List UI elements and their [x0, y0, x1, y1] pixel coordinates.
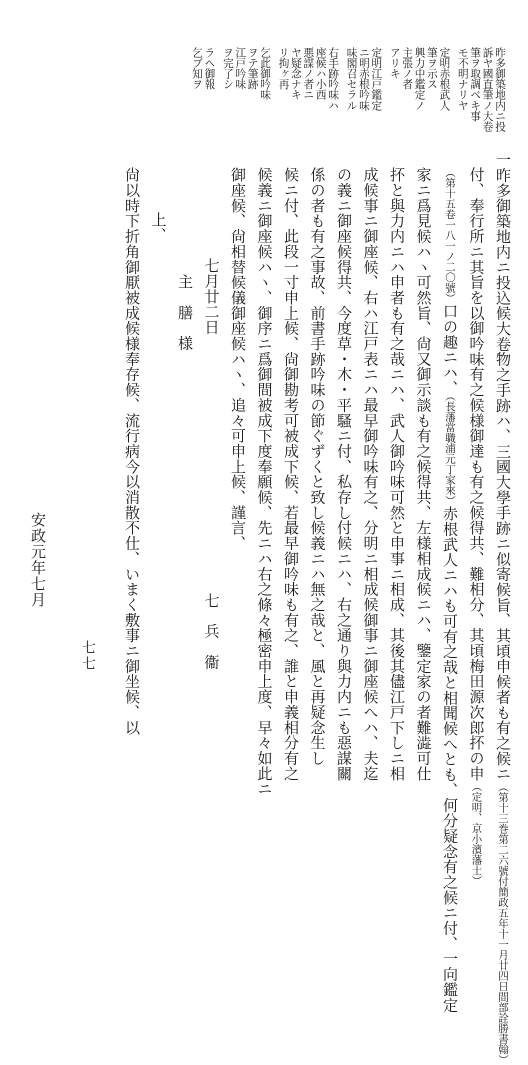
- headnote-col: 悪謀ノ者ニ: [302, 47, 315, 100]
- inline-annotation: （第十三巻第二六號付簡政五年十一月廿四日間部詮勝書翰）: [497, 781, 509, 1065]
- inline-annotation: （第十五卷一八一ノ二〇號）: [444, 167, 456, 304]
- inline-annotation: （定明、京小濱藩士）: [470, 781, 483, 886]
- headnote-col: リ拘ヶ再: [277, 47, 290, 90]
- postscript-up: 上、: [149, 212, 168, 243]
- body-line: 御座候、尙相替候儀御座候ハヽ、追々可申上候、謹言、: [229, 167, 247, 551]
- marginal-headnotes: [36, 47, 506, 142]
- headnote-col: ヤ疑念ナキ: [289, 47, 302, 100]
- body-line: 付、奉行所ニ其旨を以御吟味有之候様御達も有之候得共、難相分、其頃梅田源次郎抔の申（定明、京小濱藩士）: [467, 167, 486, 886]
- letter-date: 七月廿二日: [202, 258, 221, 335]
- headnote-col: 乞ブ知ヲ: [191, 47, 204, 90]
- headnote-col: 定明江戸鑑定: [370, 47, 383, 111]
- page-number: 七七: [80, 640, 96, 672]
- headnote-col: 座候ハ小西: [314, 47, 327, 100]
- letter-body: [36, 152, 516, 1065]
- body-line: 成候事ニ御座候、右ハ江戸表ニハ最早御吟味有之、分明ニ相成候御事ニ御座候へハ、夫迄: [361, 167, 380, 781]
- body-line: 一昨多御築地内ニ投込候大卷物之手跡ハ、三國大學手跡ニ似寄候旨、其頃申候者も有之候ニ（第十三巻第二六號付簡政五年十一月廿四日間部詮勝書翰）: [494, 152, 512, 1065]
- body-line: 家ニ爲見候ハヽ可然旨、尙又御示談も有之候得共、左様相成候ニハ、鑒定家の者難澁可仕: [414, 167, 433, 781]
- headnote-col: 主張ノ者: [401, 47, 414, 90]
- headnote-col: 定明赤根武人: [438, 47, 451, 111]
- signature: 七 兵 衞: [202, 592, 221, 670]
- headnote-col: ヲテ筆跡: [246, 47, 259, 90]
- headnote-col: アリキ: [388, 47, 401, 79]
- inline-annotation: （長藩當職浦元丁家來）: [444, 395, 456, 506]
- headnote-col: 訴ヤ國直筆ノ大卷: [481, 47, 494, 132]
- addressee-line: 主 膳 様: [176, 274, 194, 351]
- headnote-col: 昨多御築地内ニ投: [494, 47, 506, 132]
- body-line: 候ニ付、此段一寸申上候、尙御勘考可被成下候、若最早御吟味も有之、誰と申義相分有之: [282, 167, 300, 781]
- body-line: 候義ニ御座候ハヽ、御序ニ爲御間被成下度奉願候、先ニハ右之條々極密申上度、早々如此ニ: [255, 167, 274, 797]
- headnote-col: 味閣召セラル: [345, 47, 358, 111]
- body-line: （第十五卷一八一ノ二〇號）口の趣ニハ、（長藩當職浦元丁家來）赤根武人ニハも可有之哉と相聞候へとも、何分疑念有之候ニ付、一向鑑定: [441, 167, 459, 1013]
- headnote-col: ラヘ御報: [203, 47, 216, 90]
- body-line: の義ニ御座候得共、今度草・木・平騷ニ付、私存し付候ニハ、右之通り與力内ニも惡謀關: [335, 167, 353, 781]
- headnote-col: 筆ヲ示ス: [425, 47, 438, 90]
- running-date: 安政元年七月: [29, 512, 47, 608]
- headnote-col: 乞此御吟味: [259, 47, 272, 100]
- body-line: 抔と與力内ニハ申者も有之哉ニハ、武人御吟味可然と申事ニ相成、其後其儘江戸下しニ相: [388, 167, 406, 781]
- headnote-col: 興力中鑑定ノ: [413, 47, 426, 111]
- date-line: [198, 152, 225, 752]
- body-line: 係の者も有之事故、前書手跡吟味の節ぐずくと致し候義ニハ無之哉と、風と再疑念生し: [308, 167, 327, 766]
- headnote-col: 筆ヲ取調ベキ事: [469, 47, 482, 122]
- headnote-col: モ不明ナリヤ: [456, 47, 469, 111]
- headnote-col: 右手跡吟味ハ: [327, 47, 340, 111]
- headnote-col: 江戸吟味: [234, 47, 247, 90]
- postscript-line: 尙以時下折角御厭被成候様奉存候、流行病今以消散不仕、いまく敷事ニ御坐候、以: [123, 167, 141, 735]
- headnote-col: ニ明赤根吟味: [357, 47, 370, 111]
- headnote-col: ヲ完了シ: [221, 47, 234, 90]
